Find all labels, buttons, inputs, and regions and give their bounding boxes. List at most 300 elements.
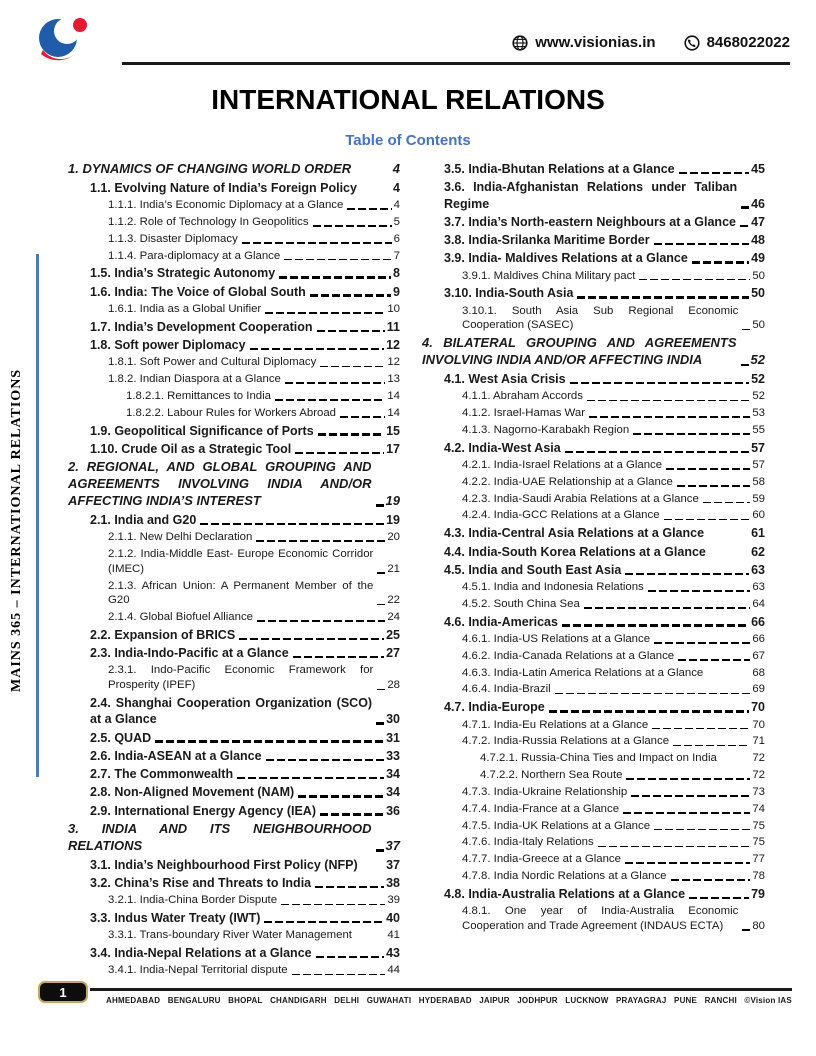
toc-entry-title: 3.6. India-Afghanistan Relations under Taliban Regime — [444, 180, 738, 211]
toc-leader-line — [361, 191, 391, 194]
toc-leader-line — [740, 225, 749, 228]
toc-entry-page: 12 — [387, 356, 400, 369]
toc-entry-title: 1.8.2. Indian Diaspora at a Glance — [108, 373, 281, 386]
toc-entry[interactable] — [462, 388, 765, 405]
toc-entry[interactable] — [90, 694, 400, 729]
toc-leader-line — [355, 172, 391, 175]
toc-leader-line — [742, 329, 750, 331]
toc-leader-line — [741, 206, 749, 209]
toc-leader-line — [237, 777, 384, 780]
toc-entry-title: 1.6.1. India as a Global Unifier — [108, 302, 262, 315]
toc-leader-line — [298, 795, 384, 798]
toc-entry-title: 2.1.1. New Delhi Declaration — [108, 531, 253, 544]
page-number-badge: 1 — [38, 981, 88, 1003]
toc-entry-page: 14 — [387, 406, 400, 419]
toc-entry[interactable] — [90, 874, 400, 892]
toc-entry[interactable] — [90, 283, 400, 301]
toc-entry[interactable] — [90, 644, 400, 662]
toc-entry-title: 4.1.1. Abraham Accords — [462, 390, 583, 403]
toc-entry[interactable] — [462, 457, 765, 474]
toc-entry[interactable] — [462, 491, 765, 508]
toc-leader-line — [598, 846, 751, 848]
toc-leader-line — [265, 312, 385, 314]
toc-entry[interactable] — [444, 249, 765, 267]
toc-entry[interactable] — [444, 370, 765, 388]
toc-entry-title: 1.1.1. India’s Economic Diplomacy at a Glance — [108, 199, 344, 212]
toc-entry-title: 1.9. Geopolitical Significance of Ports — [90, 423, 314, 438]
toc-entry-title: 4.6.1. India-US Relations at a Glance — [462, 632, 651, 645]
toc-entry-page: 72 — [752, 769, 765, 782]
toc-entry[interactable] — [90, 909, 400, 927]
toc-entry-title: 1.7. India’s Development Cooperation — [90, 319, 313, 334]
toc-entry[interactable] — [68, 820, 400, 856]
toc-entry[interactable] — [126, 405, 400, 422]
toc-leader-line — [708, 536, 749, 539]
toc-entry-page: 50 — [752, 269, 765, 282]
toc-entry[interactable] — [90, 264, 400, 282]
toc-entry[interactable] — [108, 197, 400, 214]
footer-divider — [90, 988, 792, 991]
city-item: CHANDIGARH — [270, 996, 327, 1005]
toc-entry-page: 80 — [752, 919, 765, 932]
toc-entry-page: 58 — [752, 475, 765, 488]
sidebar-accent-line — [36, 254, 39, 777]
toc-entry-title: 4.7.5. India-UK Relations at a Glance — [462, 819, 651, 832]
toc-leader-line — [340, 416, 385, 418]
toc-entry[interactable] — [462, 868, 765, 885]
toc-leader-line — [587, 400, 750, 402]
toc-leader-line — [623, 812, 750, 814]
toc-entry[interactable] — [444, 231, 765, 249]
website-link[interactable] — [512, 34, 655, 51]
toc-entry[interactable] — [90, 729, 400, 747]
toc-leader-line — [257, 620, 385, 622]
toc-leader-line — [275, 399, 385, 401]
toc-entry[interactable] — [444, 698, 765, 716]
toc-entry[interactable] — [462, 903, 765, 935]
toc-entry[interactable] — [444, 284, 765, 302]
toc-entry-title: 2.1.2. India-Middle East- Europe Economic Corridor (IMEC) — [108, 547, 374, 575]
toc-leader-line — [376, 849, 384, 852]
toc-entry-title: 4.2.3. India-Saudi Arabia Relations at a Glance — [462, 492, 699, 505]
toc-entry-title: 4.6.2. India-Canada Relations at a Glance — [462, 649, 675, 662]
toc-leader-line — [625, 573, 749, 576]
toc-entry[interactable] — [90, 179, 400, 197]
toc-entry-page: 57 — [752, 459, 765, 471]
toc-entry[interactable] — [462, 834, 765, 851]
toc-entry-page: 50 — [751, 286, 765, 301]
toc-entry-title: 1.1.2. Role of Technology In Geopolitics — [108, 215, 309, 228]
toc-entry-page: 4 — [392, 161, 400, 176]
toc-entry[interactable] — [68, 160, 400, 179]
toc-entry-title: 4.6.4. India-Brazil — [462, 683, 551, 696]
toc-leader-line — [565, 451, 749, 454]
city-item: HYDERABAD — [418, 996, 472, 1005]
toc-entry[interactable] — [444, 613, 765, 631]
city-item: DELHI — [334, 996, 360, 1005]
toc-entry[interactable] — [108, 248, 400, 265]
toc-entry-page: 47 — [751, 214, 765, 229]
toc-entry[interactable] — [90, 440, 400, 458]
toc-entry[interactable] — [444, 213, 765, 231]
toc-entry-page: 75 — [752, 836, 765, 849]
toc-entry-page: 25 — [386, 627, 400, 642]
toc-entry[interactable] — [444, 543, 765, 561]
toc-entry[interactable] — [108, 927, 400, 944]
toc-entry[interactable] — [90, 511, 400, 529]
toc-leader-line — [242, 242, 392, 244]
toc-entry[interactable] — [444, 439, 765, 457]
toc-entry[interactable] — [90, 802, 400, 820]
toc-entry-title: 4.1.2. Israel-Hamas War — [462, 407, 586, 420]
toc-entry-page: 5 — [393, 215, 400, 228]
phone-label: 8468022022 — [706, 34, 790, 51]
toc-leader-line — [285, 382, 385, 384]
toc-entry[interactable] — [108, 371, 400, 388]
contact-bar — [512, 34, 790, 51]
toc-leader-line — [362, 867, 384, 870]
city-item: BENGALURU — [167, 996, 221, 1005]
toc-entry-title: 3.5. India-Bhutan Relations at a Glance — [444, 162, 675, 176]
toc-entry-page: 19 — [385, 492, 400, 508]
toc-entry-title: 1.1. Evolving Nature of India’s Foreign Policy — [90, 180, 357, 195]
toc-entry[interactable] — [422, 334, 765, 370]
toc-leader-line — [654, 642, 750, 644]
toc-leader-line — [703, 502, 751, 504]
toc-leader-line — [377, 689, 385, 691]
toc-entry-title: 3. INDIA AND ITS NEIGHBOURHOOD RELATIONS — [68, 820, 372, 853]
toc-leader-line — [679, 172, 749, 175]
toc-entry[interactable] — [108, 892, 400, 909]
toc-leader-line — [293, 656, 384, 659]
toc-leader-line — [589, 416, 750, 418]
toc-leader-line — [707, 676, 750, 678]
city-item: JAIPUR — [479, 996, 510, 1005]
toc-entry-title: 1.1.3. Disaster Diplomacy — [108, 232, 238, 245]
toc-entry-page: 22 — [387, 594, 400, 607]
city-item: PRAYAGRAJ — [615, 996, 667, 1005]
toc-leader-line — [584, 607, 751, 609]
toc-entry-page: 4 — [393, 180, 400, 195]
toc-entry[interactable] — [444, 561, 765, 579]
toc-leader-line — [741, 364, 749, 367]
toc-leader-line — [570, 382, 750, 385]
toc-leader-line — [652, 728, 750, 730]
toc-entry[interactable] — [462, 851, 765, 868]
toc-entry-title: 2.4. Shanghai Cooperation Organization (SCO) at a Glance — [90, 696, 373, 727]
toc-entry-page: 74 — [752, 802, 765, 815]
toc-entry-title: 4.7.7. India-Greece at a Glance — [462, 853, 621, 866]
toc-entry[interactable] — [90, 336, 400, 354]
toc-leader-line — [284, 259, 391, 261]
toc-entry-title: 4.7.6. India-Italy Relations — [462, 836, 594, 849]
toc-entry-page: 52 — [750, 352, 765, 368]
toc-leader-line — [376, 722, 384, 725]
toc-leader-line — [639, 279, 750, 281]
toc-leader-line — [313, 225, 392, 227]
toc-entry[interactable] — [462, 303, 765, 335]
toc-entry[interactable] — [462, 733, 765, 750]
toc-entry-title: 3.3. Indus Water Treaty (IWT) — [90, 911, 261, 925]
toc-entry-title: 1.8.1. Soft Power and Cultural Diplomacy — [108, 356, 317, 369]
toc-entry-title: 4.4. India-South Korea Relations at a Glance — [444, 544, 706, 559]
toc-entry[interactable] — [108, 609, 400, 626]
city-item: BHOPAL — [228, 996, 263, 1005]
toc-entry-title: 4.7.2. India-Russia Relations at a Glance — [462, 735, 670, 748]
toc-leader-line — [256, 540, 385, 542]
toc-entry-title: 4.5.1. India and Indonesia Relations — [462, 581, 644, 594]
toc-entry[interactable] — [462, 596, 765, 613]
toc-leader-line — [250, 348, 385, 351]
toc-entry[interactable] — [462, 648, 765, 665]
toc-entry[interactable] — [108, 354, 400, 371]
copyright-label: ©Vision IAS — [744, 996, 792, 1005]
toc-entry-title: 2.5. QUAD — [90, 730, 152, 745]
toc-entry[interactable] — [462, 665, 765, 682]
toc-entry-title: 4.7.2.1. Russia-China Ties and Impact on India — [480, 752, 717, 765]
toc-entry-page: 60 — [752, 509, 765, 522]
footer-cities — [106, 996, 792, 1005]
toc-entry-title: 3.2. China’s Rise and Threats to India — [90, 875, 312, 890]
toc-entry[interactable] — [90, 944, 400, 962]
toc-entry-title: 4.8. India-Australia Relations at a Glance — [444, 886, 686, 901]
phone-icon — [684, 35, 700, 51]
toc-entry[interactable] — [108, 962, 400, 979]
toc-entry-title: 2.7. The Commonwealth — [90, 767, 234, 782]
toc-entry[interactable] — [444, 524, 765, 542]
toc-entry[interactable] — [126, 388, 400, 405]
toc-entry-page: 20 — [387, 531, 400, 544]
toc-entry-title: 2.3. India-Indo-Pacific at a Glance — [90, 646, 289, 661]
toc-leader-line — [631, 795, 750, 797]
toc-entry-page: 50 — [752, 319, 765, 332]
toc-leader-line — [692, 261, 749, 264]
toc-entry-page: 17 — [386, 441, 400, 456]
toc-entry[interactable] — [108, 231, 400, 248]
toc-entry-page: 13 — [387, 373, 400, 386]
toc-entry-page: 30 — [386, 712, 400, 727]
toc-leader-line — [549, 710, 749, 713]
toc-entry-page: 63 — [752, 581, 765, 594]
toc-entry-page: 34 — [386, 785, 400, 800]
toc-entry-page: 28 — [387, 679, 400, 692]
toc-entry-page: 45 — [751, 162, 765, 176]
toc-entry-title: 3.7. India’s North-eastern Neighbours at a Glance — [444, 214, 736, 229]
toc-entry-page: 66 — [751, 614, 765, 629]
toc-entry-title: 2.8. Non-Aligned Movement (NAM) — [90, 785, 295, 800]
toc-entry-page: 57 — [751, 440, 765, 455]
toc-entry-title: 2.3.1. Indo-Pacific Economic Framework for Prosperity (IPEF) — [108, 664, 374, 692]
toc-leader-line — [689, 897, 749, 900]
toc-entry[interactable] — [480, 750, 765, 767]
toc-entry-title: 1.8.2.1. Remittances to India — [126, 389, 271, 402]
toc-entry[interactable] — [462, 818, 765, 835]
toc-entry[interactable] — [90, 422, 400, 440]
toc-entry[interactable] — [90, 626, 400, 644]
toc-leader-line — [281, 904, 385, 906]
toc-entry-page: 69 — [752, 683, 765, 696]
toc-entry-title: 1.1.4. Para-diplomacy at a Glance — [108, 249, 281, 262]
toc-entry-title: 4.2.1. India-Israel Relations at a Glance — [462, 459, 663, 471]
toc-entry[interactable] — [108, 578, 400, 610]
toc-entry-page: 21 — [387, 562, 400, 575]
toc-entry-title: 3.10. India-South Asia — [444, 286, 574, 301]
toc-entry-title: 3.1. India’s Neighbourhood First Policy (NFP) — [90, 857, 358, 872]
toc-entry-page: 31 — [386, 730, 400, 745]
toc-leader-line — [200, 523, 384, 526]
toc-leader-line — [155, 740, 384, 743]
toc-leader-line — [673, 745, 750, 747]
header-divider — [122, 62, 790, 65]
toc-entry-page: 70 — [752, 718, 765, 731]
toc-entry-page: 39 — [387, 894, 400, 907]
toc-entry-title: 4.5. India and South East Asia — [444, 562, 622, 577]
toc-entry-page: 14 — [387, 389, 400, 402]
toc-entry-title: 1.10. Crude Oil as a Strategic Tool — [90, 441, 292, 456]
toc-leader-line — [376, 504, 384, 507]
toc-entry-title: 4.2. India-West Asia — [444, 440, 561, 455]
toc-entry[interactable] — [480, 767, 765, 784]
toc-entry-page: 48 — [751, 233, 765, 247]
toc-entry-page: 9 — [393, 284, 400, 299]
toc-entry[interactable] — [462, 474, 765, 491]
toc-entry[interactable] — [462, 717, 765, 734]
toc-entry-title: 4.6. India-Americas — [444, 614, 558, 629]
toc-entry-page: 44 — [387, 964, 400, 977]
toc-entry[interactable] — [462, 801, 765, 818]
toc-entry-title: 3.9.1. Maldives China Military pact — [462, 269, 636, 282]
toc-entry-title: 4.3. India-Central Asia Relations at a Glance — [444, 526, 705, 541]
toc-leader-line — [664, 519, 751, 521]
toc-leader-line — [654, 243, 749, 246]
toc-entry-page: 64 — [752, 597, 765, 610]
toc-entry-page: 55 — [752, 423, 765, 436]
toc-entry[interactable] — [90, 765, 400, 783]
toc-leader-line — [264, 921, 384, 924]
toc-entry-page: 67 — [752, 649, 765, 662]
toc-leader-line — [555, 693, 751, 695]
toc-entry-title: 4. BILATERAL GROUPING AND AGREEMENTS INVOLVING INDIA AND/OR AFFECTING INDIA — [422, 335, 737, 368]
toc-entry-title: 2.6. India-ASEAN at a Glance — [90, 748, 262, 763]
toc-entry[interactable] — [90, 747, 400, 765]
toc-entry-title: 1.6. India: The Voice of Global South — [90, 284, 306, 299]
toc-entry-title: 4.1. West Asia Crisis — [444, 372, 566, 387]
toc-entry[interactable] — [444, 160, 765, 178]
toc-leader-line — [625, 862, 750, 864]
toc-heading: Table of Contents — [345, 132, 471, 149]
toc-entry-title: 2. REGIONAL, AND GLOBAL GROUPING AND AGREEMENTS INVOLVING INDIA AND/OR AFFECTING INDIA’S INTEREST — [68, 459, 372, 508]
toc-leader-line — [710, 554, 749, 557]
toc-entry[interactable] — [108, 301, 400, 318]
toc-entry-page: 73 — [752, 785, 765, 798]
toc-entry[interactable] — [462, 681, 765, 698]
toc-leader-line — [666, 468, 750, 470]
toc-entry-title: 4.2.2. India-UAE Relationship at a Glance — [462, 475, 673, 488]
toc-leader-line — [577, 296, 749, 299]
toc-entry-page: 78 — [752, 869, 765, 882]
toc-entry[interactable] — [462, 268, 765, 285]
toc-leader-line — [648, 590, 751, 592]
toc-entry[interactable] — [462, 579, 765, 596]
toc-entry-title: 4.8.1. One year of India-Australia Economic Cooperation and Trade Agreement (INDAUS ECTA) — [462, 905, 739, 932]
toc-entry-title: 4.1.3. Nagorno-Karabakh Region — [462, 423, 630, 436]
toc-leader-line — [678, 659, 750, 661]
toc-entry-page: 68 — [752, 666, 765, 679]
toc-entry-page: 52 — [751, 372, 765, 387]
toc-entry-page: 52 — [752, 390, 765, 403]
city-item: AHMEDABAD — [106, 996, 161, 1005]
toc-entry-page: 77 — [752, 853, 765, 866]
toc-entry-title: 2.9. International Energy Agency (IEA) — [90, 803, 316, 818]
toc-leader-line — [742, 929, 750, 931]
toc-entry-page: 37 — [385, 837, 400, 853]
toc-entry-page: 12 — [386, 338, 400, 353]
toc-entry-title: 1.8. Soft power Diplomacy — [90, 338, 246, 353]
toc-entry-page: 72 — [752, 752, 765, 765]
toc-entry-page: 70 — [751, 700, 765, 715]
visionias-logo — [33, 12, 91, 70]
toc-entry-page: 37 — [386, 857, 400, 872]
toc-entry[interactable] — [462, 631, 765, 648]
toc-entry-page: 4 — [393, 199, 400, 212]
toc-entry[interactable] — [108, 546, 400, 578]
toc-entry[interactable] — [90, 783, 400, 801]
toc-entry-page: 38 — [386, 875, 400, 890]
toc-leader-line — [356, 939, 385, 941]
toc-entry-title: 4.7.3. India-Ukraine Relationship — [462, 785, 628, 798]
toc-entry-title: 3.9. India- Maldives Relations at a Glance — [444, 251, 688, 266]
toc-leader-line — [320, 813, 384, 816]
toc-entry-page: 7 — [393, 249, 400, 262]
toc-entry[interactable] — [462, 507, 765, 524]
table-of-contents — [68, 160, 765, 979]
toc-leader-line — [310, 294, 391, 297]
toc-entry-page: 63 — [751, 562, 765, 577]
toc-entry-title: 4.7.8. India Nordic Relations at a Glance — [462, 869, 667, 882]
toc-entry[interactable] — [462, 784, 765, 801]
toc-entry-page: 33 — [386, 748, 400, 763]
toc-entry-page: 66 — [752, 632, 765, 645]
toc-entry-title: 2.1.4. Global Biofuel Alliance — [108, 611, 254, 624]
toc-entry-page: 10 — [387, 302, 400, 315]
toc-entry[interactable] — [444, 178, 765, 213]
toc-entry-title: 2.1.3. African Union: A Permanent Member of the G20 — [108, 579, 374, 607]
toc-entry[interactable] — [108, 662, 400, 694]
toc-leader-line — [315, 886, 384, 889]
toc-entry[interactable] — [444, 885, 765, 903]
toc-entry-page: 27 — [386, 646, 400, 661]
toc-entry[interactable] — [90, 318, 400, 336]
toc-entry-page: 24 — [387, 611, 400, 624]
toc-entry[interactable] — [90, 856, 400, 874]
toc-entry[interactable] — [462, 422, 765, 439]
toc-entry-page: 49 — [751, 251, 765, 266]
toc-entry-page: 71 — [752, 735, 765, 748]
toc-entry-title: 4.7.1. India-Eu Relations at a Glance — [462, 718, 649, 731]
toc-entry[interactable] — [462, 405, 765, 422]
toc-entry[interactable] — [108, 529, 400, 546]
toc-leader-line — [347, 208, 391, 210]
toc-entry-title: 1.8.2.2. Labour Rules for Workers Abroad — [126, 406, 336, 419]
toc-entry-title: 4.5.2. South China Sea — [462, 597, 580, 610]
toc-leader-line — [266, 759, 385, 762]
toc-entry[interactable] — [108, 214, 400, 231]
toc-entry-title: 4.7.4. India-France at a Glance — [462, 802, 620, 815]
toc-entry[interactable] — [68, 458, 400, 511]
toc-leader-line — [320, 366, 385, 368]
toc-entry-title: 3.2.1. India-China Border Dispute — [108, 894, 278, 907]
toc-entry-page: 11 — [386, 319, 400, 334]
